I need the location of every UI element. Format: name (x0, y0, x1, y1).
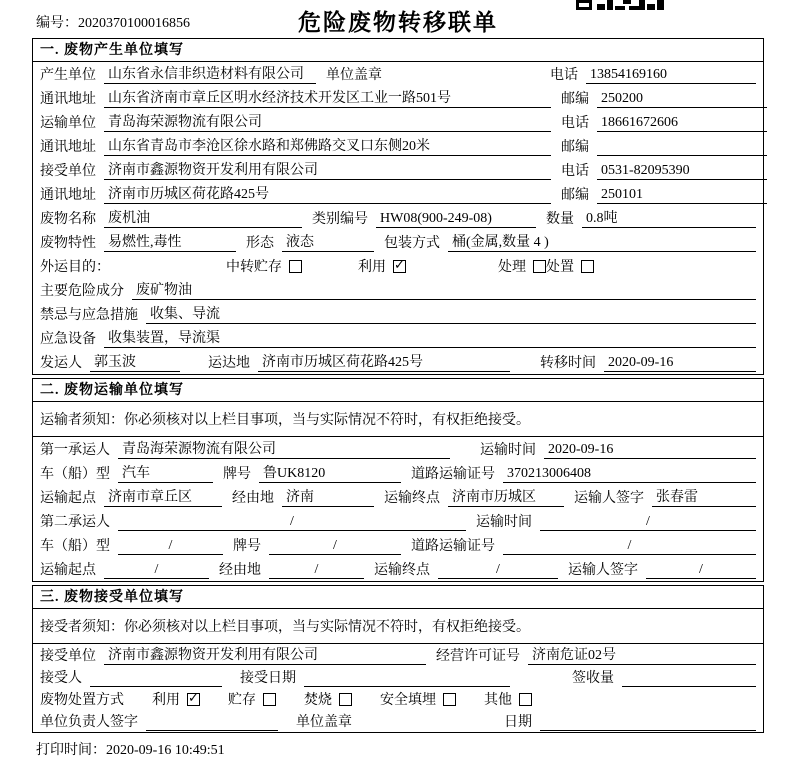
road-permit-label: 道路运输证号 (411, 467, 495, 482)
zip-label: 邮编 (561, 188, 589, 203)
origin-label: 运输起点 (40, 491, 96, 506)
origin-label: 运输起点 (40, 563, 96, 578)
shipper-value: 郭玉波 (90, 353, 180, 372)
accept-date-label: 接受日期 (240, 671, 296, 686)
checkbox-option-label: 利用 (358, 260, 386, 275)
carrier1-row (33, 437, 763, 461)
empty-checkbox-icon (289, 260, 302, 273)
origin1-value: 济南市章丘区 (104, 488, 222, 507)
head-sign-value (146, 712, 278, 731)
receiver-row (33, 158, 763, 182)
producer-row (33, 62, 763, 86)
qr-code-fragment (576, 0, 664, 11)
taboo-measures-row (33, 302, 763, 326)
checkbox-option-label: 其他 (484, 693, 512, 708)
print-time-value: 2020-09-16 10:49:51 (106, 743, 225, 758)
sign2-value: / (646, 560, 756, 579)
transfer-time-label: 转移时间 (540, 356, 596, 371)
disposal-method-row (33, 688, 763, 710)
via-label: 经由地 (219, 563, 261, 578)
license-label: 经营许可证号 (436, 649, 520, 664)
phone-label: 电话 (550, 68, 578, 83)
vehicle1-value: 汽车 (118, 464, 213, 483)
transporter-address-row (33, 134, 763, 158)
checkbox-option-label: 贮存 (228, 693, 256, 708)
producer-label: 产生单位 (40, 68, 96, 83)
plate2-value: / (269, 536, 401, 555)
waste-name-label: 废物名称 (40, 212, 96, 227)
empty-checkbox-icon (519, 693, 532, 706)
document-header (0, 0, 796, 38)
producer-phone-value: 13854169160 (586, 65, 756, 84)
via2-value: / (269, 560, 364, 579)
road-permit2-value: / (503, 536, 756, 555)
vehicle-type-label: 车（船）型 (40, 467, 110, 482)
section-2-header: 二. 废物运输单位填写 (33, 379, 763, 402)
producer-address-row (33, 86, 763, 110)
acceptor-row (33, 666, 763, 688)
checked-checkbox-icon (393, 260, 406, 273)
route1-row (33, 485, 763, 509)
acceptor-value (90, 668, 222, 687)
transport-time-label: 运输时间 (480, 443, 536, 458)
empty-checkbox-icon (533, 260, 546, 273)
date-value (540, 712, 756, 731)
destination-value: 济南市历城区荷花路425号 (258, 353, 510, 372)
road-permit1-value: 370213006408 (503, 464, 756, 483)
waste-traits-row (33, 230, 763, 254)
form-label: 形态 (246, 236, 274, 251)
receiver-address-row (33, 182, 763, 206)
receiver-label: 接受单位 (40, 164, 96, 179)
section-1-header: 一. 废物产生单位填写 (33, 39, 763, 62)
transporter-name-value: 青岛海荣源物流有限公司 (104, 113, 551, 132)
accept-date-value (304, 668, 510, 687)
checkbox-option (304, 689, 352, 709)
packing-label: 包装方式 (384, 236, 440, 251)
end2-value: / (438, 560, 558, 579)
checkbox-option (152, 689, 200, 709)
transporter-label: 运输单位 (40, 116, 96, 131)
shipper-label: 发运人 (40, 356, 82, 371)
zip-label: 邮编 (561, 140, 589, 155)
carrier2-row (33, 509, 763, 533)
section-3-header: 三. 废物接受单位填写 (33, 586, 763, 609)
carrier1-label: 第一承运人 (40, 443, 110, 458)
category-label: 类别编号 (312, 212, 368, 227)
category-code-value: HW08(900-249-08) (376, 209, 536, 228)
emergency-equipment-row (33, 326, 763, 350)
receiver-phone-value: 0531-82095390 (597, 161, 767, 180)
carrier1-time-value: 2020-09-16 (544, 440, 756, 459)
vehicle1-row (33, 461, 763, 485)
receiver-address-value: 济南市历城区荷花路425号 (104, 185, 551, 204)
hazard-label: 主要危险成分 (40, 284, 124, 299)
quantity-label: 数量 (546, 212, 574, 227)
checked-checkbox-icon (187, 693, 200, 706)
end-label: 运输终点 (374, 563, 430, 578)
receiver-notice: 接受者须知：你必须核对以上栏目事项，当与实际情况不符时，有权拒绝接受。 (33, 609, 763, 644)
end-label: 运输终点 (384, 491, 440, 506)
plate-label: 牌号 (223, 467, 251, 482)
address-label: 通讯地址 (40, 140, 96, 155)
serial-label: 编号： (36, 16, 78, 31)
traits-value: 易燃性,毒性 (104, 233, 236, 252)
transporter-row (33, 110, 763, 134)
print-time-line (36, 739, 796, 759)
taboo-label: 禁忌与应急措施 (40, 308, 138, 323)
plate-label: 牌号 (233, 539, 261, 554)
address-label: 通讯地址 (40, 92, 96, 107)
received-qty-value (622, 668, 756, 687)
carrier1-value: 青岛海荣源物流有限公司 (118, 440, 450, 459)
transporter-notice: 运输者须知：你必须核对以上栏目事项，当与实际情况不符时，有权拒绝接受。 (33, 402, 763, 437)
quantity-value: 0.8吨 (582, 209, 756, 228)
carrier2-value: / (118, 512, 466, 531)
print-time-label: 打印时间： (36, 743, 106, 758)
waste-name-value: 废机油 (104, 209, 302, 228)
checkbox-option-label: 处置 (546, 260, 574, 275)
carrier2-label: 第二承运人 (40, 515, 110, 530)
origin2-value: / (104, 560, 209, 579)
plate1-value: 鲁UK8120 (259, 464, 401, 483)
packing-value: 桶(金属,数量 4 ) (448, 233, 756, 252)
route2-row (33, 557, 763, 581)
page-title: 危险废物转移联单 (298, 10, 498, 35)
road-permit-label: 道路运输证号 (411, 539, 495, 554)
receiver-zip-value: 250101 (597, 185, 767, 204)
equipment-value: 收集装置，导流渠 (104, 329, 756, 348)
phone-label: 电话 (561, 116, 589, 131)
carrier-sign-label: 运输人签字 (574, 491, 644, 506)
via1-value: 济南 (282, 488, 374, 507)
traits-label: 废物特性 (40, 236, 96, 251)
transfer-purpose-row (33, 254, 763, 278)
destination-label: 运达地 (208, 356, 250, 371)
producer-address-value: 山东省济南市章丘区明水经济技术开发区工业一路501号 (104, 89, 551, 108)
checkbox-option (228, 689, 276, 709)
carrier2-time-value: / (540, 512, 756, 531)
producer-zip-value: 250200 (597, 89, 767, 108)
vehicle2-value: / (118, 536, 223, 555)
producer-name-value: 山东省永信非织造材料有限公司 (104, 65, 316, 84)
transporter-address-value: 山东省青岛市李沧区徐水路和郑佛路交叉口东侧20米 (104, 137, 551, 156)
received-qty-label: 签收量 (572, 671, 614, 686)
vehicle2-row (33, 533, 763, 557)
carrier-sign-label: 运输人签字 (568, 563, 638, 578)
phone-label: 电话 (561, 164, 589, 179)
zip-label: 邮编 (561, 92, 589, 107)
head-sign-row (33, 710, 763, 732)
checkbox-option (226, 256, 302, 276)
accept-unit-value: 济南市鑫源物资开发利用有限公司 (104, 646, 426, 665)
unit-seal-label: 单位盖章 (296, 715, 352, 730)
empty-checkbox-icon (443, 693, 456, 706)
acceptor-label: 接受人 (40, 671, 82, 686)
checkbox-option (380, 689, 456, 709)
vehicle-type-label: 车（船）型 (40, 539, 110, 554)
address-label: 通讯地址 (40, 188, 96, 203)
section-2-transporter (32, 378, 764, 582)
head-sign-label: 单位负责人签字 (40, 715, 138, 730)
waste-name-row (33, 206, 763, 230)
transporter-zip-value (597, 137, 767, 156)
accept-unit-label: 接受单位 (40, 649, 96, 664)
end1-value: 济南市历城区 (448, 488, 564, 507)
purpose-label: 外运目的： (40, 260, 110, 275)
section-1-producer (32, 38, 764, 375)
checkbox-option (498, 256, 546, 276)
checkbox-option-label: 安全填埋 (380, 693, 436, 708)
checkbox-option-label: 焚烧 (304, 693, 332, 708)
empty-checkbox-icon (339, 693, 352, 706)
transfer-time-value: 2020-09-16 (604, 353, 756, 372)
receiver-name-value: 济南市鑫源物资开发利用有限公司 (104, 161, 551, 180)
shipper-row (33, 350, 763, 374)
transporter-phone-value: 18661672606 (597, 113, 767, 132)
serial-line (36, 12, 190, 32)
date-label: 日期 (504, 715, 532, 730)
transport-time-label: 运输时间 (476, 515, 532, 530)
checkbox-option-label: 中转贮存 (226, 260, 282, 275)
via-label: 经由地 (232, 491, 274, 506)
checkbox-option (484, 689, 532, 709)
hazard-value: 废矿物油 (132, 281, 756, 300)
serial-number: 2020370100016856 (78, 16, 190, 31)
hazard-component-row (33, 278, 763, 302)
accept-unit-row (33, 644, 763, 666)
checkbox-option (546, 256, 594, 276)
form-value: 液态 (282, 233, 374, 252)
checkbox-option-label: 利用 (152, 693, 180, 708)
unit-seal-label: 单位盖章 (326, 68, 382, 83)
empty-checkbox-icon (263, 693, 276, 706)
disposal-label: 废物处置方式 (40, 693, 124, 708)
section-3-receiver (32, 585, 764, 733)
checkbox-option-label: 处理 (498, 260, 526, 275)
empty-checkbox-icon (581, 260, 594, 273)
equipment-label: 应急设备 (40, 332, 96, 347)
checkbox-option (358, 256, 406, 276)
sign1-value: 张春雷 (652, 488, 756, 507)
taboo-value: 收集、导流 (146, 305, 756, 324)
license-value: 济南危证02号 (528, 646, 756, 665)
